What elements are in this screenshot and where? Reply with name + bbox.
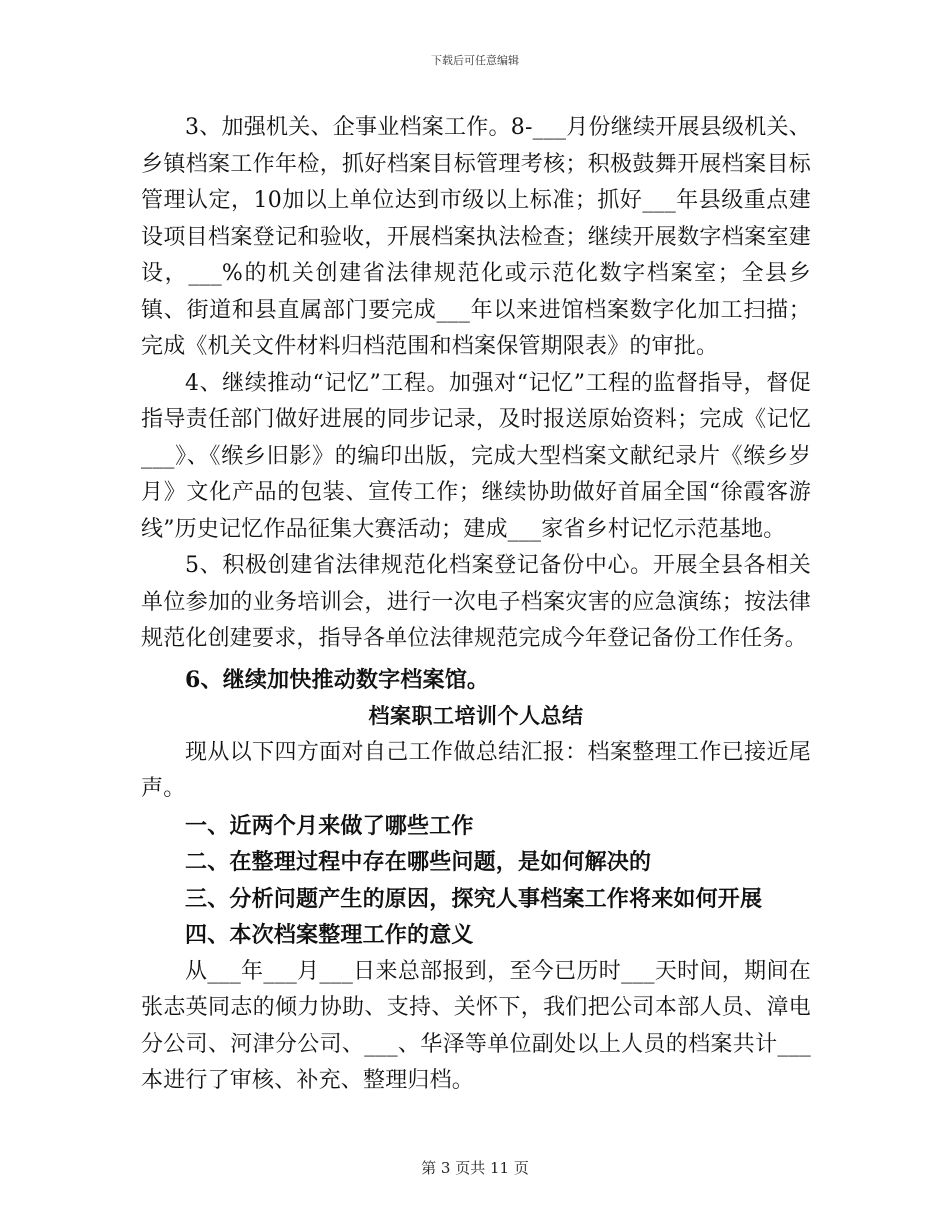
page-header: 下载后可任意编辑 [431, 54, 519, 67]
page-footer: 第 3 页共 11 页 [421, 1159, 529, 1177]
paragraph-item-3: 3、加强机关、企事业档案工作。8-___月份继续开展县级机关、乡镇档案工作年检，抓好档案目标管理考核；积极鼓舞开展档案目标管理认定，10加以上单位达到市级以上标准；抓好___年县级重点建设项目档案登记和验收，开展档案执法检查；继续开展数字档案室建设，___%的机关创建省法律规范化或示范化数字档案室；全县乡镇、街道和县直属部门要完成___年以来进馆档案数字化加工扫描；完成《机关文件材料归档范围和档案保管期限表》的审批。 [141, 115, 811, 359]
intro-paragraph: 现从以下四方面对自己工作做总结汇报：档案整理工作已接近尾声。 [141, 739, 811, 801]
heading-3: 三、分析问题产生的原因，探究人事档案工作将来如何开展 [185, 885, 763, 912]
document-body [141, 110, 811, 1100]
heading-4: 四、本次档案整理工作的意义 [185, 922, 474, 948]
section-title: 档案职工培训个人总结 [368, 703, 584, 728]
paragraph-item-5: 5、积极创建省法律规范化档案登记备份中心。开展全县各相关单位参加的业务培训会，进行一次电子档案灾害的应急演练；按法律规范化创建要求，指导各单位法律规范完成今年登记备份工作任务。 [141, 553, 811, 651]
paragraph-item-4: 4、继续推动“记忆”工程。加强对“记忆”工程的监督指导，督促指导责任部门做好进展的同步记录，及时报送原始资料；完成《记忆___》、《缑乡旧影》的编印出版，完成大型档案文献纪录片《缑乡岁月》文化产品的包装、宣传工作；继续协助做好首届全国“徐霞客游线”历史记忆作品征集大赛活动；建成___家省乡村记忆示范基地。 [141, 370, 811, 542]
heading-2: 二、在整理过程中存在哪些问题，是如何解决的 [185, 849, 652, 875]
heading-1: 一、近两个月来做了哪些工作 [185, 812, 474, 839]
paragraph-item-6: 6、继续加快推动数字档案馆。 [185, 666, 490, 693]
body-paragraph: 从___年___月___日来总部报到，至今已历时___天时间，期间在张志英同志的倾力协助、支持、关怀下，我们把公司本部人员、漳电分公司、河津分公司、___、华泽等单位副处以上人员的档案共计___本进行了审核、补充、整理归档。 [141, 958, 811, 1093]
